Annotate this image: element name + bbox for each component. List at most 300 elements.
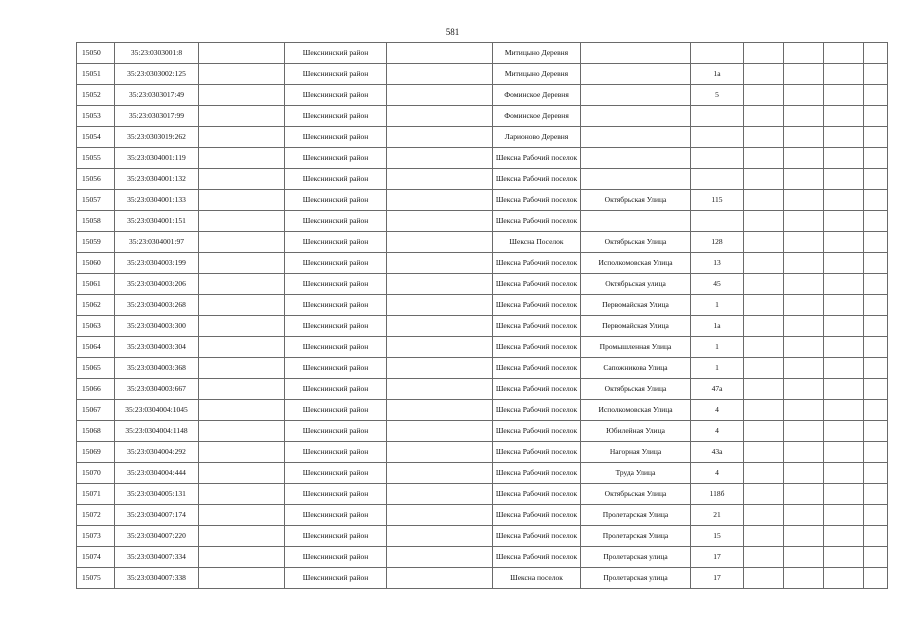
blank-cell (387, 547, 493, 568)
blank-cell (784, 274, 824, 295)
blank-cell (199, 148, 285, 169)
blank-cell (387, 190, 493, 211)
settlement-cell: Шексна Рабочий поселок (493, 379, 581, 400)
blank-cell (864, 43, 888, 64)
blank-cell (387, 43, 493, 64)
blank-cell (864, 568, 888, 589)
settlement-cell: Шексна Рабочий поселок (493, 547, 581, 568)
street-cell: Октябрьская улица (581, 274, 691, 295)
settlement-cell: Шексна Рабочий поселок (493, 526, 581, 547)
blank-cell (387, 463, 493, 484)
district-cell: Шекснинский район (285, 379, 387, 400)
blank-cell (199, 85, 285, 106)
number-cell: 15068 (77, 421, 115, 442)
settlement-cell: Шексна Поселок (493, 232, 581, 253)
blank-cell (784, 442, 824, 463)
cadastral-number-cell: 35:23:0304004:444 (115, 463, 199, 484)
number-cell: 15060 (77, 253, 115, 274)
settlement-cell: Шексна Рабочий поселок (493, 505, 581, 526)
district-cell: Шекснинский район (285, 106, 387, 127)
number-cell: 15074 (77, 547, 115, 568)
house-number-cell (691, 169, 744, 190)
table-row (77, 421, 888, 442)
blank-cell (864, 232, 888, 253)
blank-cell (824, 169, 864, 190)
blank-cell (784, 316, 824, 337)
blank-cell (824, 526, 864, 547)
blank-cell (784, 505, 824, 526)
blank-cell (824, 64, 864, 85)
blank-cell (784, 190, 824, 211)
settlement-cell: Шексна Рабочий поселок (493, 253, 581, 274)
blank-cell (864, 253, 888, 274)
cadastral-number-cell: 35:23:0303001:8 (115, 43, 199, 64)
blank-cell (387, 400, 493, 421)
blank-cell (784, 106, 824, 127)
blank-cell (824, 85, 864, 106)
blank-cell (824, 232, 864, 253)
blank-cell (864, 169, 888, 190)
district-cell: Шекснинский район (285, 400, 387, 421)
blank-cell (387, 295, 493, 316)
blank-cell (387, 358, 493, 379)
cadastral-number-cell: 35:23:0304007:334 (115, 547, 199, 568)
house-number-cell: 1 (691, 358, 744, 379)
blank-cell (199, 547, 285, 568)
cadastral-number-cell: 35:23:0304004:1148 (115, 421, 199, 442)
blank-cell (864, 106, 888, 127)
blank-cell (199, 43, 285, 64)
district-cell: Шекснинский район (285, 232, 387, 253)
blank-cell (744, 379, 784, 400)
blank-cell (784, 232, 824, 253)
district-cell: Шекснинский район (285, 358, 387, 379)
street-cell: Пролетарская Улица (581, 526, 691, 547)
blank-cell (784, 568, 824, 589)
settlement-cell: Шексна Рабочий поселок (493, 358, 581, 379)
table-row (77, 379, 888, 400)
district-cell: Шекснинский район (285, 442, 387, 463)
blank-cell (824, 421, 864, 442)
table-row (77, 274, 888, 295)
blank-cell (744, 316, 784, 337)
cadastral-number-cell: 35:23:0304003:268 (115, 295, 199, 316)
number-cell: 15067 (77, 400, 115, 421)
blank-cell (784, 337, 824, 358)
blank-cell (824, 505, 864, 526)
registry-body (77, 43, 888, 589)
blank-cell (744, 358, 784, 379)
table-row (77, 484, 888, 505)
blank-cell (744, 274, 784, 295)
blank-cell (824, 253, 864, 274)
blank-cell (387, 127, 493, 148)
house-number-cell (691, 211, 744, 232)
blank-cell (199, 274, 285, 295)
blank-cell (744, 442, 784, 463)
street-cell (581, 148, 691, 169)
house-number-cell: 4 (691, 463, 744, 484)
house-number-cell (691, 148, 744, 169)
blank-cell (387, 106, 493, 127)
settlement-cell: Шексна Рабочий поселок (493, 148, 581, 169)
street-cell (581, 211, 691, 232)
house-number-cell: 47а (691, 379, 744, 400)
blank-cell (864, 526, 888, 547)
street-cell (581, 85, 691, 106)
street-cell (581, 106, 691, 127)
settlement-cell: Шексна Рабочий поселок (493, 295, 581, 316)
cadastral-number-cell: 35:23:0304001:132 (115, 169, 199, 190)
number-cell: 15071 (77, 484, 115, 505)
blank-cell (199, 463, 285, 484)
cadastral-number-cell: 35:23:0304004:292 (115, 442, 199, 463)
blank-cell (199, 64, 285, 85)
number-cell: 15065 (77, 358, 115, 379)
street-cell: Исполкомовская Улица (581, 400, 691, 421)
blank-cell (199, 337, 285, 358)
cadastral-number-cell: 35:23:0304003:667 (115, 379, 199, 400)
number-cell: 15069 (77, 442, 115, 463)
blank-cell (784, 400, 824, 421)
settlement-cell: Митицыно Деревня (493, 64, 581, 85)
blank-cell (864, 274, 888, 295)
number-cell: 15058 (77, 211, 115, 232)
blank-cell (864, 148, 888, 169)
blank-cell (744, 211, 784, 232)
house-number-cell (691, 106, 744, 127)
table-row (77, 358, 888, 379)
number-cell: 15075 (77, 568, 115, 589)
district-cell: Шекснинский район (285, 211, 387, 232)
district-cell: Шекснинский район (285, 274, 387, 295)
street-cell: Промышленная Улица (581, 337, 691, 358)
house-number-cell: 1 (691, 295, 744, 316)
cadastral-number-cell: 35:23:0304001:97 (115, 232, 199, 253)
blank-cell (864, 316, 888, 337)
table-row (77, 337, 888, 358)
blank-cell (744, 64, 784, 85)
table-row (77, 400, 888, 421)
blank-cell (864, 400, 888, 421)
blank-cell (824, 358, 864, 379)
cadastral-number-cell: 35:23:0304003:368 (115, 358, 199, 379)
number-cell: 15073 (77, 526, 115, 547)
blank-cell (784, 169, 824, 190)
blank-cell (387, 169, 493, 190)
settlement-cell: Шексна поселок (493, 568, 581, 589)
settlement-cell: Ларионово Деревня (493, 127, 581, 148)
blank-cell (744, 127, 784, 148)
table-row (77, 232, 888, 253)
house-number-cell: 45 (691, 274, 744, 295)
registry-table (76, 42, 888, 589)
blank-cell (744, 400, 784, 421)
blank-cell (784, 547, 824, 568)
blank-cell (199, 316, 285, 337)
number-cell: 15050 (77, 43, 115, 64)
blank-cell (864, 547, 888, 568)
blank-cell (744, 295, 784, 316)
table-row (77, 568, 888, 589)
district-cell: Шекснинский район (285, 463, 387, 484)
blank-cell (864, 421, 888, 442)
district-cell: Шекснинский район (285, 169, 387, 190)
street-cell: Пролетарская улица (581, 568, 691, 589)
blank-cell (784, 43, 824, 64)
house-number-cell: 1а (691, 316, 744, 337)
blank-cell (744, 190, 784, 211)
blank-cell (199, 127, 285, 148)
blank-cell (744, 337, 784, 358)
blank-cell (199, 169, 285, 190)
number-cell: 15072 (77, 505, 115, 526)
blank-cell (864, 379, 888, 400)
settlement-cell: Шексна Рабочий поселок (493, 316, 581, 337)
district-cell: Шекснинский район (285, 568, 387, 589)
settlement-cell: Фоминское Деревня (493, 106, 581, 127)
blank-cell (864, 190, 888, 211)
street-cell: Пролетарская Улица (581, 505, 691, 526)
table-row (77, 526, 888, 547)
table-row (77, 316, 888, 337)
blank-cell (199, 568, 285, 589)
street-cell: Октябрьская Улица (581, 232, 691, 253)
street-cell: Первомайская Улица (581, 295, 691, 316)
house-number-cell (691, 43, 744, 64)
table-row (77, 442, 888, 463)
street-cell: Октябрьская Улица (581, 190, 691, 211)
district-cell: Шекснинский район (285, 64, 387, 85)
blank-cell (784, 484, 824, 505)
table-row (77, 43, 888, 64)
cadastral-number-cell: 35:23:0303019:262 (115, 127, 199, 148)
number-cell: 15070 (77, 463, 115, 484)
blank-cell (387, 505, 493, 526)
street-cell: Исполкомовская Улица (581, 253, 691, 274)
blank-cell (824, 148, 864, 169)
blank-cell (824, 211, 864, 232)
number-cell: 15063 (77, 316, 115, 337)
blank-cell (744, 568, 784, 589)
blank-cell (784, 421, 824, 442)
street-cell: Первомайская Улица (581, 316, 691, 337)
blank-cell (387, 526, 493, 547)
table-row (77, 64, 888, 85)
blank-cell (199, 358, 285, 379)
blank-cell (199, 442, 285, 463)
district-cell: Шекснинский район (285, 316, 387, 337)
blank-cell (824, 274, 864, 295)
blank-cell (824, 379, 864, 400)
house-number-cell (691, 127, 744, 148)
blank-cell (864, 85, 888, 106)
table-row (77, 85, 888, 106)
house-number-cell: 1а (691, 64, 744, 85)
blank-cell (744, 484, 784, 505)
number-cell: 15066 (77, 379, 115, 400)
blank-cell (387, 316, 493, 337)
page-number: 581 (445, 27, 460, 37)
blank-cell (387, 568, 493, 589)
table-row (77, 169, 888, 190)
street-cell (581, 127, 691, 148)
blank-cell (784, 211, 824, 232)
number-cell: 15062 (77, 295, 115, 316)
street-cell: Пролетарская улица (581, 547, 691, 568)
cadastral-number-cell: 35:23:0304001:133 (115, 190, 199, 211)
blank-cell (199, 421, 285, 442)
blank-cell (199, 526, 285, 547)
table-row (77, 463, 888, 484)
blank-cell (744, 505, 784, 526)
blank-cell (199, 106, 285, 127)
blank-cell (864, 337, 888, 358)
house-number-cell: 17 (691, 568, 744, 589)
blank-cell (824, 568, 864, 589)
blank-cell (864, 484, 888, 505)
house-number-cell: 13 (691, 253, 744, 274)
cadastral-number-cell: 35:23:0303017:49 (115, 85, 199, 106)
house-number-cell: 5 (691, 85, 744, 106)
blank-cell (199, 232, 285, 253)
cadastral-number-cell: 35:23:0304003:199 (115, 253, 199, 274)
blank-cell (824, 400, 864, 421)
blank-cell (784, 127, 824, 148)
settlement-cell: Шексна Рабочий поселок (493, 484, 581, 505)
blank-cell (824, 106, 864, 127)
blank-cell (824, 190, 864, 211)
blank-cell (824, 442, 864, 463)
house-number-cell: 128 (691, 232, 744, 253)
house-number-cell: 21 (691, 505, 744, 526)
house-number-cell: 15 (691, 526, 744, 547)
cadastral-number-cell: 35:23:0304005:131 (115, 484, 199, 505)
blank-cell (784, 379, 824, 400)
blank-cell (387, 253, 493, 274)
settlement-cell: Шексна Рабочий поселок (493, 190, 581, 211)
blank-cell (864, 442, 888, 463)
blank-cell (744, 547, 784, 568)
settlement-cell: Митицыно Деревня (493, 43, 581, 64)
blank-cell (387, 211, 493, 232)
number-cell: 15053 (77, 106, 115, 127)
number-cell: 15061 (77, 274, 115, 295)
house-number-cell: 4 (691, 421, 744, 442)
district-cell: Шекснинский район (285, 148, 387, 169)
blank-cell (824, 337, 864, 358)
street-cell: Юбилейная Улица (581, 421, 691, 442)
blank-cell (784, 64, 824, 85)
table-row (77, 190, 888, 211)
blank-cell (387, 148, 493, 169)
settlement-cell: Фоминское Деревня (493, 85, 581, 106)
blank-cell (864, 358, 888, 379)
number-cell: 15057 (77, 190, 115, 211)
blank-cell (784, 148, 824, 169)
blank-cell (387, 442, 493, 463)
cadastral-number-cell: 35:23:0304003:206 (115, 274, 199, 295)
number-cell: 15059 (77, 232, 115, 253)
table-row (77, 253, 888, 274)
street-cell: Труда Улица (581, 463, 691, 484)
blank-cell (387, 337, 493, 358)
blank-cell (199, 211, 285, 232)
cadastral-number-cell: 35:23:0304007:220 (115, 526, 199, 547)
blank-cell (864, 295, 888, 316)
house-number-cell: 1 (691, 337, 744, 358)
street-cell (581, 43, 691, 64)
blank-cell (784, 253, 824, 274)
district-cell: Шекснинский район (285, 127, 387, 148)
blank-cell (744, 463, 784, 484)
table-row (77, 211, 888, 232)
blank-cell (824, 484, 864, 505)
blank-cell (864, 64, 888, 85)
blank-cell (199, 253, 285, 274)
blank-cell (824, 127, 864, 148)
district-cell: Шекснинский район (285, 295, 387, 316)
district-cell: Шекснинский район (285, 190, 387, 211)
blank-cell (387, 64, 493, 85)
blank-cell (199, 505, 285, 526)
blank-cell (744, 253, 784, 274)
table-row (77, 505, 888, 526)
blank-cell (744, 169, 784, 190)
district-cell: Шекснинский район (285, 526, 387, 547)
blank-cell (864, 505, 888, 526)
table-row (77, 127, 888, 148)
blank-cell (199, 379, 285, 400)
blank-cell (387, 484, 493, 505)
settlement-cell: Шексна Рабочий поселок (493, 463, 581, 484)
blank-cell (387, 85, 493, 106)
blank-cell (387, 274, 493, 295)
settlement-cell: Шексна Рабочий поселок (493, 337, 581, 358)
number-cell: 15064 (77, 337, 115, 358)
house-number-cell: 118б (691, 484, 744, 505)
cadastral-number-cell: 35:23:0303017:99 (115, 106, 199, 127)
cadastral-number-cell: 35:23:0304003:304 (115, 337, 199, 358)
street-cell (581, 64, 691, 85)
blank-cell (824, 463, 864, 484)
district-cell: Шекснинский район (285, 85, 387, 106)
blank-cell (744, 43, 784, 64)
blank-cell (864, 463, 888, 484)
cadastral-number-cell: 35:23:0304007:174 (115, 505, 199, 526)
blank-cell (784, 295, 824, 316)
table-row (77, 295, 888, 316)
street-cell: Нагорная Улица (581, 442, 691, 463)
street-cell (581, 169, 691, 190)
number-cell: 15052 (77, 85, 115, 106)
cadastral-number-cell: 35:23:0304007:338 (115, 568, 199, 589)
settlement-cell: Шексна Рабочий поселок (493, 274, 581, 295)
house-number-cell: 43а (691, 442, 744, 463)
street-cell: Сапожникова Улица (581, 358, 691, 379)
district-cell: Шекснинский район (285, 43, 387, 64)
blank-cell (784, 85, 824, 106)
blank-cell (824, 295, 864, 316)
cadastral-number-cell: 35:23:0304003:300 (115, 316, 199, 337)
number-cell: 15054 (77, 127, 115, 148)
cadastral-number-cell: 35:23:0304001:119 (115, 148, 199, 169)
street-cell: Октябрьская Улица (581, 484, 691, 505)
blank-cell (199, 295, 285, 316)
blank-cell (199, 400, 285, 421)
blank-cell (199, 190, 285, 211)
settlement-cell: Шексна Рабочий поселок (493, 400, 581, 421)
